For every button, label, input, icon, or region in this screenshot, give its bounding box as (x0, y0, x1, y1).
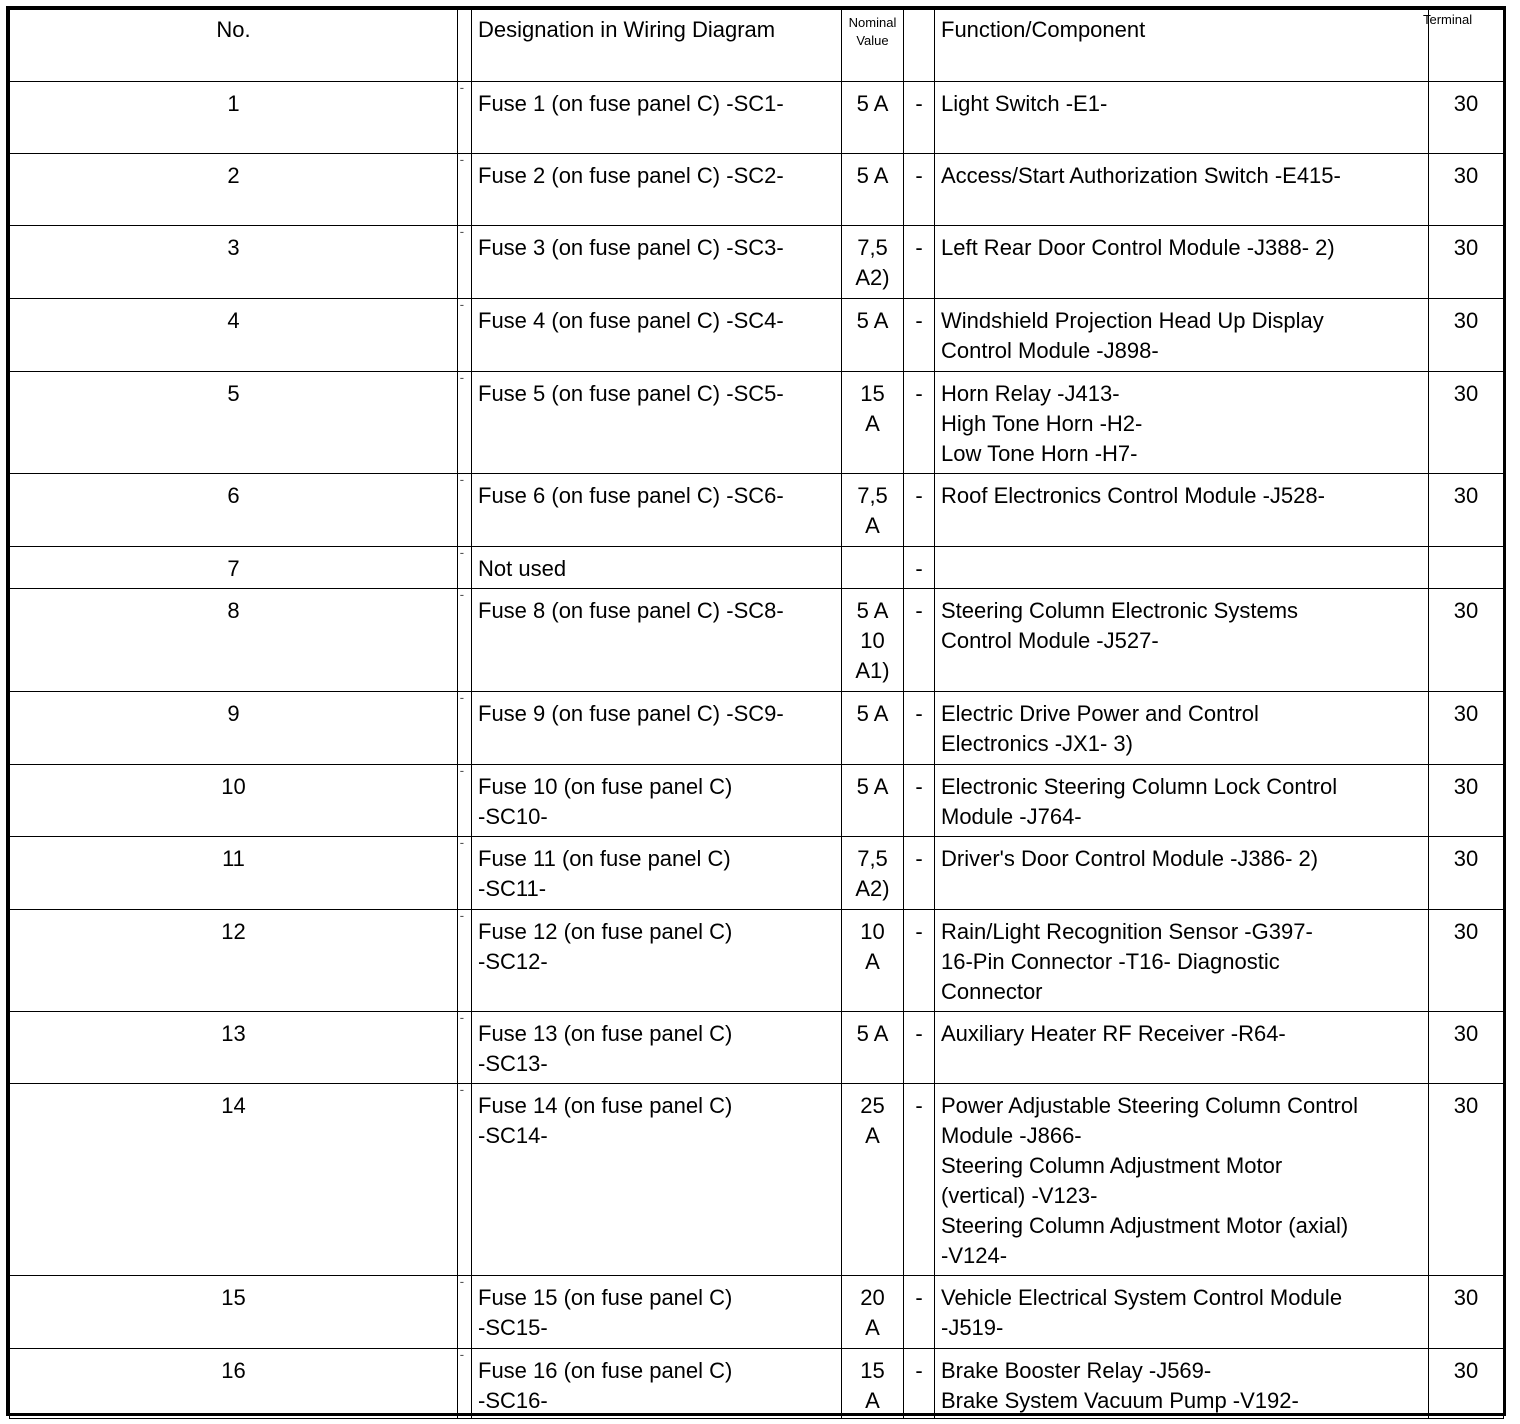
row-nominal-value: 25 A (842, 1084, 904, 1276)
row-function: Rain/Light Recognition Sensor -G397- 16-Pin Connector -T16- Diagnostic Connector (935, 910, 1429, 1012)
row-number: 6 (10, 474, 458, 547)
row-function: Windshield Projection Head Up Display Control Module -J898- (935, 299, 1429, 372)
gap-tick-mark: ˉ (460, 1352, 464, 1366)
row-number: 9 (10, 692, 458, 765)
row-nominal-value (842, 547, 904, 589)
row-terminal (1429, 547, 1504, 589)
header-nominal-value: Nominal Value (842, 10, 904, 82)
row-dash: - (904, 1349, 935, 1419)
row-function: Access/Start Authorization Switch -E415- (935, 154, 1429, 226)
row-number: 8 (10, 589, 458, 692)
header-terminal: Terminal (1429, 10, 1504, 82)
gap-tick-mark: ˉ (460, 695, 464, 709)
row-gap (458, 1349, 472, 1419)
gap-tick-mark: ˉ (460, 768, 464, 782)
gap-tick-mark: ˉ (460, 477, 464, 491)
row-terminal: 30 (1429, 372, 1504, 474)
row-gap (458, 372, 472, 474)
row-number: 15 (10, 1276, 458, 1349)
row-terminal: 30 (1429, 154, 1504, 226)
row-terminal: 30 (1429, 299, 1504, 372)
row-function: Steering Column Electronic Systems Control Module -J527- (935, 589, 1429, 692)
row-function: Horn Relay -J413- High Tone Horn -H2- Low Tone Horn -H7- (935, 372, 1429, 474)
row-terminal: 30 (1429, 589, 1504, 692)
row-number: 7 (10, 547, 458, 589)
row-dash: - (904, 154, 935, 226)
row-terminal: 30 (1429, 474, 1504, 547)
row-designation: Fuse 13 (on fuse panel C) -SC13- (472, 1012, 842, 1084)
table-row (10, 154, 1504, 226)
row-function: Left Rear Door Control Module -J388- 2) (935, 226, 1429, 299)
row-designation: Fuse 12 (on fuse panel C) -SC12- (472, 910, 842, 1012)
table-row (10, 1276, 1504, 1349)
row-nominal-value: 5 A (842, 154, 904, 226)
row-nominal-value: 5 A 10 A1) (842, 589, 904, 692)
table-row (10, 837, 1504, 910)
row-terminal: 30 (1429, 226, 1504, 299)
row-terminal: 30 (1429, 1276, 1504, 1349)
row-dash: - (904, 1012, 935, 1084)
row-dash: - (904, 765, 935, 837)
gap-tick-mark: ˉ (460, 840, 464, 854)
gap-tick-mark: ˉ (460, 1087, 464, 1101)
row-terminal: 30 (1429, 765, 1504, 837)
row-gap (458, 1276, 472, 1349)
row-function (935, 547, 1429, 589)
row-designation: Fuse 5 (on fuse panel C) -SC5- (472, 372, 842, 474)
row-number: 5 (10, 372, 458, 474)
row-terminal: 30 (1429, 837, 1504, 910)
row-number: 16 (10, 1349, 458, 1419)
row-function: Brake Booster Relay -J569- Brake System Vacuum Pump -V192- (935, 1349, 1429, 1419)
row-designation: Fuse 4 (on fuse panel C) -SC4- (472, 299, 842, 372)
row-dash: - (904, 299, 935, 372)
row-function: Driver's Door Control Module -J386- 2) (935, 837, 1429, 910)
table-row (10, 589, 1504, 692)
table-header-row (10, 10, 1504, 82)
row-number: 13 (10, 1012, 458, 1084)
row-nominal-value: 15 A (842, 1349, 904, 1419)
fuse-table (9, 9, 1504, 1419)
row-dash: - (904, 589, 935, 692)
row-number: 1 (10, 82, 458, 154)
row-dash: - (904, 910, 935, 1012)
row-dash: - (904, 547, 935, 589)
row-designation: Fuse 8 (on fuse panel C) -SC8- (472, 589, 842, 692)
row-dash: - (904, 226, 935, 299)
gap-tick-mark: ˉ (460, 913, 464, 927)
row-gap (458, 1084, 472, 1276)
gap-tick-mark: ˉ (460, 229, 464, 243)
row-dash: - (904, 372, 935, 474)
table-row (10, 1084, 1504, 1276)
row-function: Power Adjustable Steering Column Control Module -J866- Steering Column Adjustment Motor (vertical) -V123- Steering Column Adjustment Motor (axial) -V124- (935, 1084, 1429, 1276)
header-function: Function/Component (935, 10, 1429, 82)
row-gap (458, 226, 472, 299)
row-nominal-value: 5 A (842, 1012, 904, 1084)
row-designation: Fuse 16 (on fuse panel C) -SC16- (472, 1349, 842, 1419)
row-function: Electric Drive Power and Control Electronics -JX1- 3) (935, 692, 1429, 765)
row-gap (458, 910, 472, 1012)
gap-tick-mark: ˉ (460, 85, 464, 99)
row-designation: Fuse 6 (on fuse panel C) -SC6- (472, 474, 842, 547)
row-number: 12 (10, 910, 458, 1012)
row-designation: Fuse 3 (on fuse panel C) -SC3- (472, 226, 842, 299)
row-designation: Fuse 10 (on fuse panel C) -SC10- (472, 765, 842, 837)
row-gap (458, 765, 472, 837)
header-dash-col (904, 10, 935, 82)
row-nominal-value: 7,5 A2) (842, 226, 904, 299)
row-terminal: 30 (1429, 910, 1504, 1012)
row-number: 4 (10, 299, 458, 372)
table-row (10, 372, 1504, 474)
row-gap (458, 474, 472, 547)
table-row (10, 1349, 1504, 1419)
row-gap (458, 82, 472, 154)
row-nominal-value: 5 A (842, 692, 904, 765)
row-dash: - (904, 1276, 935, 1349)
row-number: 11 (10, 837, 458, 910)
row-function: Light Switch -E1- (935, 82, 1429, 154)
row-designation: Fuse 1 (on fuse panel C) -SC1- (472, 82, 842, 154)
row-gap (458, 837, 472, 910)
row-designation: Fuse 2 (on fuse panel C) -SC2- (472, 154, 842, 226)
table-row (10, 299, 1504, 372)
row-terminal: 30 (1429, 692, 1504, 765)
row-function: Roof Electronics Control Module -J528- (935, 474, 1429, 547)
row-function: Vehicle Electrical System Control Module -J519- (935, 1276, 1429, 1349)
row-nominal-value: 20 A (842, 1276, 904, 1349)
fuse-table-frame (6, 6, 1506, 1416)
row-designation: Fuse 14 (on fuse panel C) -SC14- (472, 1084, 842, 1276)
row-dash: - (904, 82, 935, 154)
row-gap (458, 547, 472, 589)
table-row (10, 547, 1504, 589)
row-nominal-value: 7,5 A2) (842, 837, 904, 910)
row-number: 14 (10, 1084, 458, 1276)
header-no: No. (10, 10, 458, 82)
row-gap (458, 589, 472, 692)
row-gap (458, 1012, 472, 1084)
row-terminal: 30 (1429, 82, 1504, 154)
table-row (10, 1012, 1504, 1084)
gap-tick-mark: ˉ (460, 1015, 464, 1029)
gap-tick-mark: ˉ (460, 592, 464, 606)
row-nominal-value: 5 A (842, 765, 904, 837)
row-gap (458, 299, 472, 372)
row-dash: - (904, 692, 935, 765)
row-designation: Fuse 15 (on fuse panel C) -SC15- (472, 1276, 842, 1349)
table-row (10, 765, 1504, 837)
row-dash: - (904, 1084, 935, 1276)
row-nominal-value: 10 A (842, 910, 904, 1012)
header-gap (458, 10, 472, 82)
row-function: Auxiliary Heater RF Receiver -R64- (935, 1012, 1429, 1084)
row-dash: - (904, 474, 935, 547)
header-designation: Designation in Wiring Diagram (472, 10, 842, 82)
row-nominal-value: 5 A (842, 299, 904, 372)
row-dash: - (904, 837, 935, 910)
gap-tick-mark: ˉ (460, 1279, 464, 1293)
row-nominal-value: 7,5 A (842, 474, 904, 547)
row-number: 3 (10, 226, 458, 299)
gap-tick-mark: ˉ (460, 550, 464, 564)
table-row (10, 692, 1504, 765)
row-number: 2 (10, 154, 458, 226)
row-terminal: 30 (1429, 1012, 1504, 1084)
table-row (10, 910, 1504, 1012)
gap-tick-mark: ˉ (460, 375, 464, 389)
row-nominal-value: 5 A (842, 82, 904, 154)
row-terminal: 30 (1429, 1084, 1504, 1276)
row-gap (458, 692, 472, 765)
row-nominal-value: 15 A (842, 372, 904, 474)
row-designation: Fuse 11 (on fuse panel C) -SC11- (472, 837, 842, 910)
row-terminal: 30 (1429, 1349, 1504, 1419)
row-number: 10 (10, 765, 458, 837)
table-row (10, 226, 1504, 299)
table-row (10, 82, 1504, 154)
row-gap (458, 154, 472, 226)
row-designation: Fuse 9 (on fuse panel C) -SC9- (472, 692, 842, 765)
gap-tick-mark: ˉ (460, 302, 464, 316)
row-designation: Not used (472, 547, 842, 589)
gap-tick-mark: ˉ (460, 157, 464, 171)
table-row (10, 474, 1504, 547)
row-function: Electronic Steering Column Lock Control Module -J764- (935, 765, 1429, 837)
